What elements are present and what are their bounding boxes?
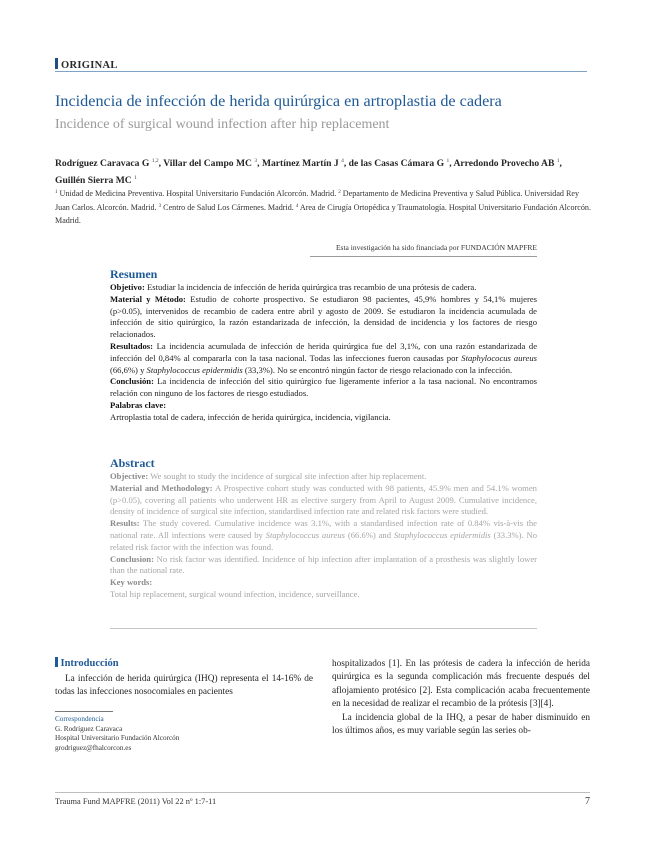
resumen-keywords: Artroplastia total de cadera, infección de herida quirúrgica, incidencia, vigilancia. xyxy=(110,411,391,422)
abstract-keywords: Total hip replacement, surgical wound infection, incidence, surveillance. xyxy=(110,588,360,599)
article-title-es: Incidencia de infección de herida quirúrgica en artroplastia de cadera xyxy=(55,92,502,110)
author: de las Casas Cámara G $^1$, xyxy=(348,158,454,169)
correspondence-divider xyxy=(55,711,113,712)
affiliation: Area de Cirugía Ortopédica y Traumatología. Hospital Universitario Fundación Alcorcón. Madrid. xyxy=(55,203,591,225)
intro-column-right xyxy=(332,658,590,738)
author: Villar del Campo MC $^3$, xyxy=(163,158,262,169)
abstract-divider xyxy=(110,628,537,629)
affiliation: Departamento de Medicina Preventiva y Salud Pública. Universidad Rey Juan Carlos. Alcorcón. Madrid. xyxy=(55,189,580,212)
correspondence-email[interactable]: grodriguez@fhalcorcon.es xyxy=(55,743,132,752)
abstract-conclusion: Conclusion: No risk factor was identified. Incidence of hip infection after implantation of a prosthesis was slightly lower than the national rate. xyxy=(110,553,537,576)
correspondence-institution: Hospital Universitario Fundación Alcorcón xyxy=(55,734,180,743)
intro-paragraph: hospitalizados [1]. En las prótesis de cadera la infección de herida quirúrgica es la segunda complicación más frecuente después del aflojamiento protésico [2]. Esta complicación acaba frecuentemente en la necesidad de realizar el recambio de la prótesis [3][4]. xyxy=(332,659,590,710)
resumen-block xyxy=(110,282,537,424)
correspondence-block xyxy=(55,715,305,753)
footer-divider xyxy=(55,792,590,793)
intro-paragraph: La incidencia global de la IHQ, a pesar de haber disminuido en los últimos años, es muy variable según las series ob- xyxy=(332,712,590,737)
funding-note: Esta investigación ha sido financiada por FUNDACIÓN MAPFRE xyxy=(335,243,537,252)
affiliations: $^1$ Unidad de Medicina Preventiva. Hospital Universitario Fundación Alcorcón. Madrid. $^2$ Departamento de Medicina Preventiva y Salud Pública. Universidad Rey Juan Carlos. Alcorcón. Madrid. $^3$ Centro de Salud Los Cármenes. Madrid. $^4$ Area de Cirugía Ortopédica y Traumatología. Hospital Universitario Fundación Alcorcón. Madrid. xyxy=(55,189,591,225)
resumen-keywords-label: Palabras clave: xyxy=(110,399,167,410)
author: Rodríguez Caravaca G $^{1,2}$, xyxy=(55,158,164,169)
section-tag xyxy=(55,55,587,72)
section-tag-bar xyxy=(55,58,58,69)
author: Arredondo Provecho AB $^1$, xyxy=(453,158,562,169)
intro-heading-bar xyxy=(55,657,58,667)
correspondence-name: G. Rodríguez Caravaca xyxy=(55,724,123,733)
abstract-methods: Material and Methodology: A Prospective cohort study was conducted with 98 patients, 45.9% men and 54.1% women (p>0.05), covering all patients who underwent HR as elective surgery from April to August 2009. Cumulative incidence, density of incidence of surgical site infection, standardised infection rate and related risk factors were studied. xyxy=(110,482,537,517)
correspondence-label: Correspondencia xyxy=(55,715,104,723)
abstract-heading: Abstract xyxy=(110,456,155,470)
author: Guillén Sierra MC $^1$ xyxy=(55,175,137,186)
page-number: 7 xyxy=(585,796,590,807)
resumen-metodo: Material y Método: Estudio de cohorte prospectivo. Se estudiaron 98 pacientes, 45,9% hombres y 54,1% mujeres (p>0.05), intervenidos de recambio de cadera entre abril y agosto de 2009. Se estudiaron la incidencia acumulada de infección de sitio quirúrgico, la razón estandarizada de infección, la densidad de incidencia y los factores de riesgo relacionados. xyxy=(110,293,537,340)
resumen-objetivo: Objetivo: Estudiar la incidencia de infección de herida quirúrgica tras recambio de una prótesis de cadera. xyxy=(110,282,477,292)
affiliation: Centro de Salud Los Cármenes. Madrid. xyxy=(163,203,294,212)
resumen-conclusion: Conclusión: La incidencia de infección del sitio quirúrgico fue ligeramente inferior a la tasa nacional. No encontramos relación con ninguno de los factores de riesgo estudiados. xyxy=(110,376,537,399)
section-tag-label: ORIGINAL xyxy=(61,60,118,71)
resumen-resultados: Resultados: La incidencia acumulada de infección de herida quirúrgica fue del 3,1%, con una razón estandarizada de infección del 0,84% al compararla con la tasa nacional. Todas las infecciones fueron causadas por Staphylococus aureus (66,6%) y Staphylococcus epidermidis (33,3%). No se encontró ningún factor de riesgo relacionado con la infección. xyxy=(110,340,538,375)
abstract-objective: Objective: We sought to study the incidence of surgical site infection after hip replacement. xyxy=(110,471,427,481)
resumen-heading: Resumen xyxy=(110,267,158,281)
intro-heading: Introducción xyxy=(55,657,119,669)
footer-journal: Trauma Fund MAPFRE (2011) Vol 22 nº 1:7-11 xyxy=(55,797,217,806)
author: Martínez Martín J $^4$, xyxy=(261,158,349,169)
abstract-keywords-label: Key words: xyxy=(110,577,153,588)
author-list xyxy=(55,154,595,188)
intro-column-left: La infección de herida quirúrgica (IHQ) representa el 14-16% de todas las infecciones nosocomiales en pacientes xyxy=(55,674,313,698)
abstract-results: Results: The study covered. Cumulative incidence was 3.1%, with a standardised infection rate of 0.84% vis-à-vis the national rate. All infections were caused by Staphylococcus aureus (66.6%) and Staphylococcus epidermidis (33.3%). No related risk factor with the infection was found. xyxy=(110,518,538,552)
abstract-block xyxy=(110,471,537,601)
funding-divider xyxy=(310,256,537,257)
article-title-en: Incidence of surgical wound infection after hip replacement xyxy=(55,117,390,132)
affiliation: Unidad de Medicina Preventiva. Hospital Universitario Fundación Alcorcón. Madrid. xyxy=(59,189,337,198)
